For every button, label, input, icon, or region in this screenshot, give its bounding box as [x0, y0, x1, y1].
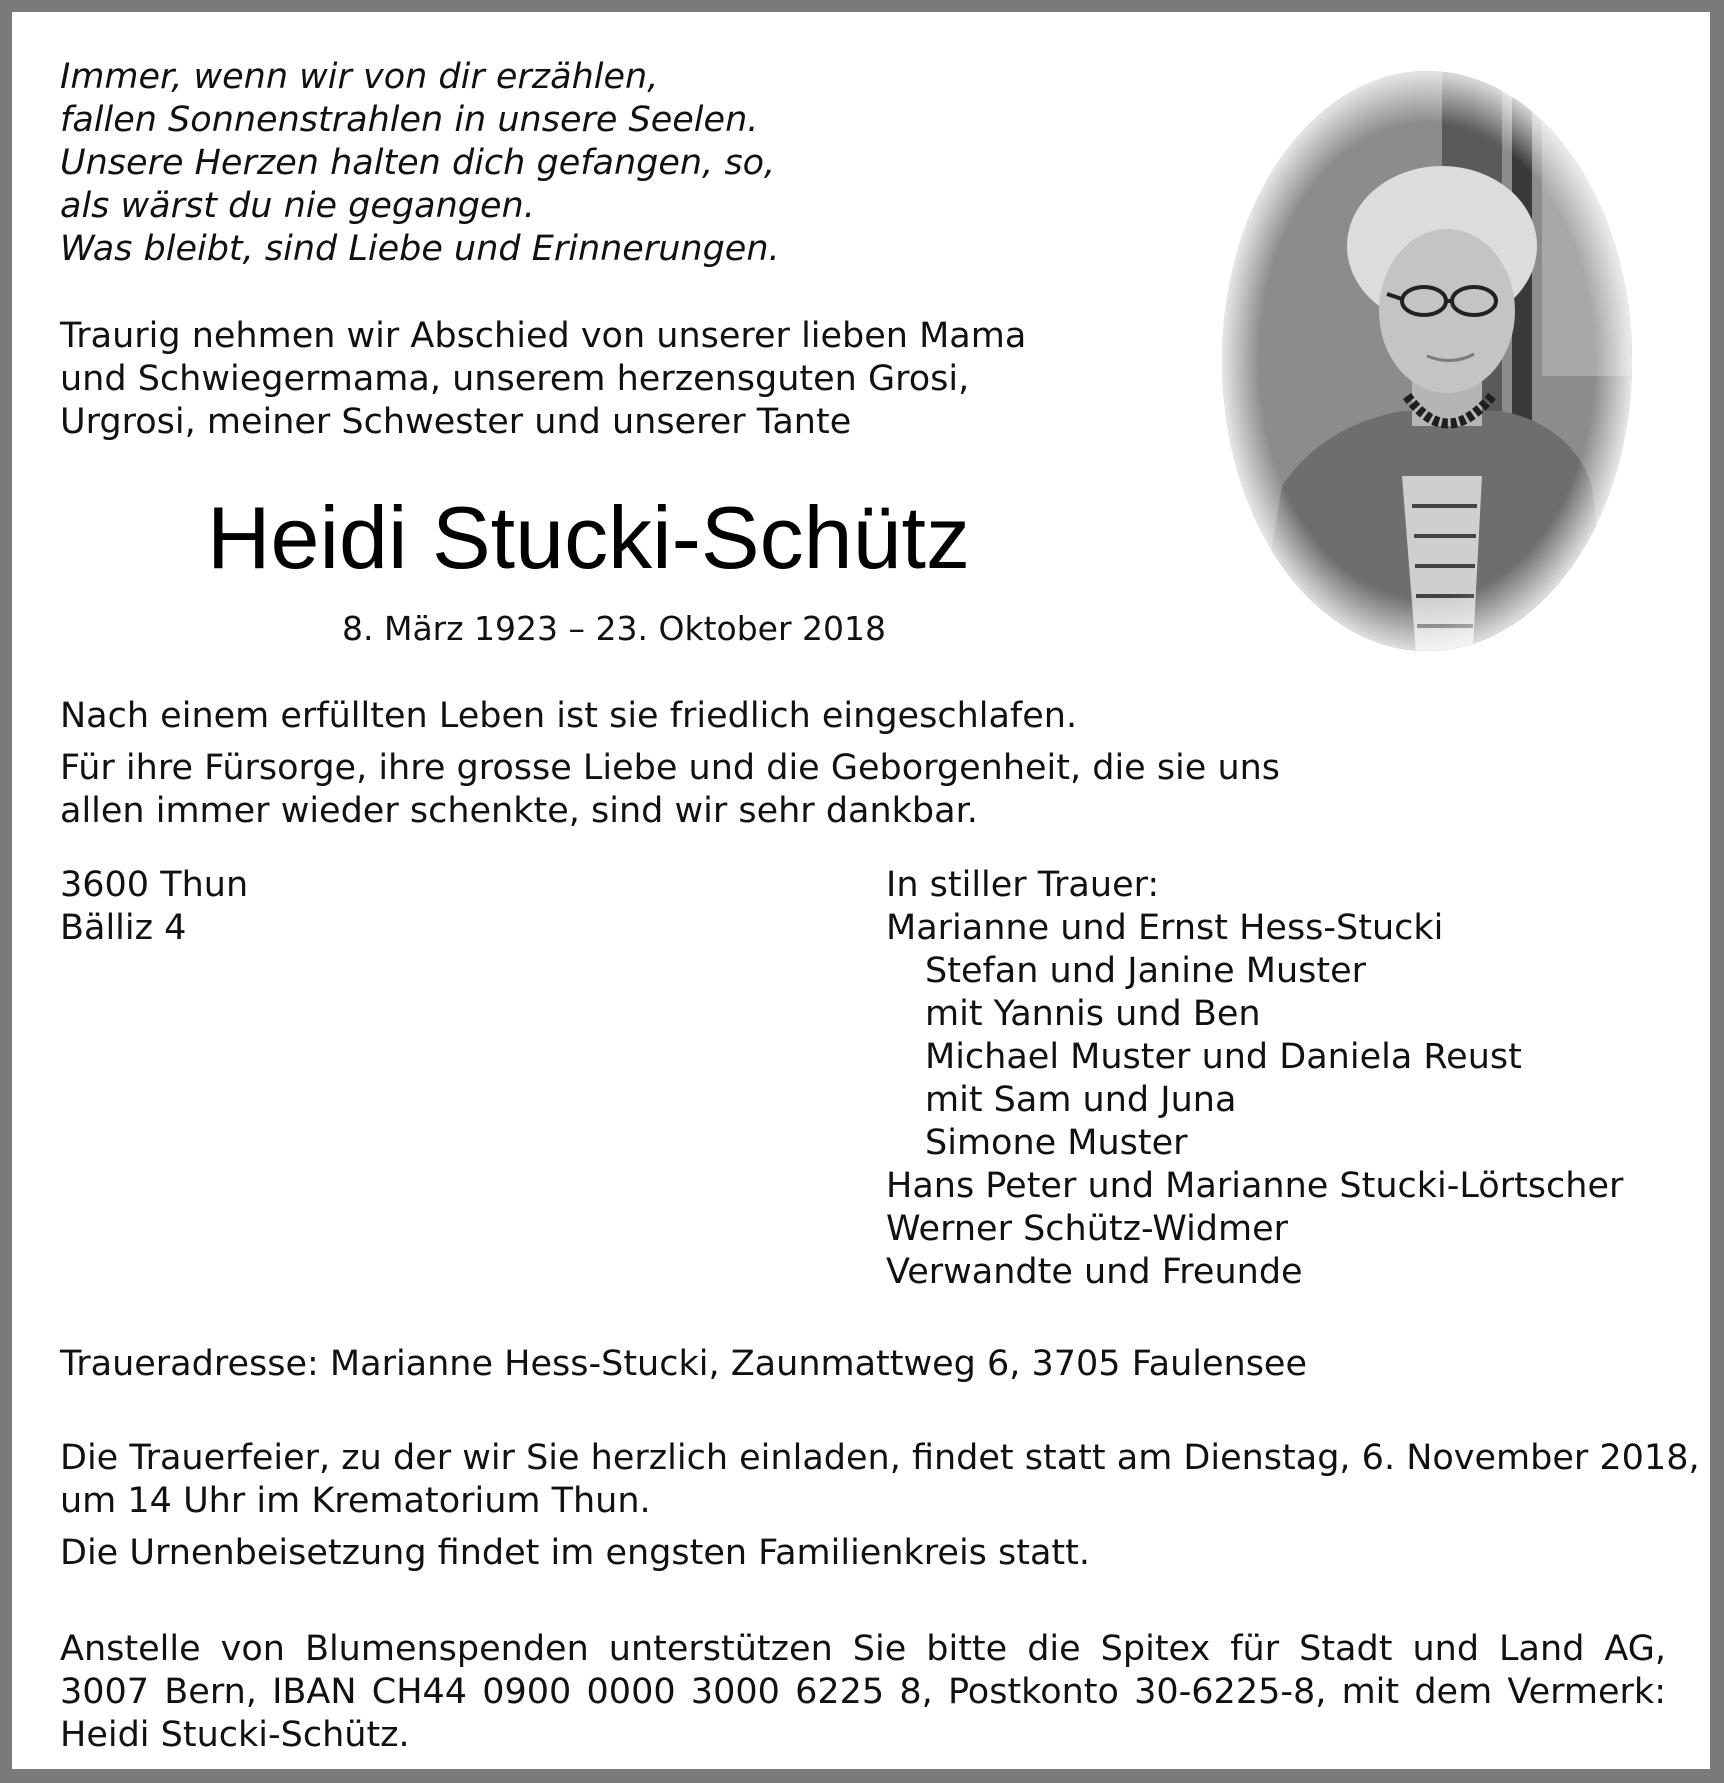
- mourner-entry: Marianne und Ernst Hess-Stucki: [886, 908, 1444, 948]
- address-street: Bälliz 4: [60, 908, 187, 948]
- mourner-entry: Simone Muster: [925, 1123, 1188, 1163]
- donation-info: [60, 1628, 1666, 1757]
- mourner-entry: Stefan und Janine Muster: [925, 951, 1367, 991]
- obituary-sheet: [12, 12, 1710, 1769]
- poem-line: Was bleibt, sind Liebe und Erinnerungen.: [60, 229, 780, 269]
- message-line: Nach einem erfüllten Leben ist sie friedlich eingeschlafen.: [60, 696, 1078, 736]
- service-line: um 14 Uhr im Krematorium Thun.: [60, 1481, 651, 1521]
- poem-line: Unsere Herzen halten dich gefangen, so,: [60, 143, 776, 183]
- mourner-entry: mit Yannis und Ben: [925, 994, 1261, 1034]
- service-line: Die Urnenbeisetzung findet im engsten Familienkreis statt.: [60, 1533, 1091, 1573]
- intro-line: Urgrosi, meiner Schwester und unserer Tante: [60, 402, 852, 442]
- service-line: Die Trauerfeier, zu der wir Sie herzlich einladen, findet statt am Dienstag, 6. November 2018,: [60, 1438, 1700, 1478]
- message-line: Für ihre Fürsorge, ihre grosse Liebe und die Geborgenheit, die sie uns: [60, 748, 1281, 788]
- service-info: [60, 1437, 1700, 1575]
- donation-line: Anstelle von Blumenspenden unterstützen Sie bitte die Spitex für Stadt und Land AG,: [60, 1629, 1666, 1669]
- mourners-list: [886, 864, 1623, 1294]
- poem-line: Immer, wenn wir von dir erzählen,: [60, 57, 659, 97]
- poem-line: fallen Sonnenstrahlen in unsere Seelen.: [60, 100, 759, 140]
- mourning-address: Traueradresse: Marianne Hess-Stucki, Zaunmattweg 6, 3705 Faulensee: [60, 1344, 1307, 1384]
- mourner-entry: mit Sam und Juna: [925, 1080, 1237, 1120]
- intro-text: [60, 315, 1026, 444]
- mourner-entry: Hans Peter und Marianne Stucki-Lörtscher: [886, 1166, 1624, 1206]
- donation-line: Heidi Stucki-Schütz.: [60, 1715, 410, 1755]
- deceased-name: Heidi Stucki-Schütz: [207, 488, 970, 587]
- intro-line: und Schwiegermama, unserem herzensguten Grosi,: [60, 359, 970, 399]
- message-line: allen immer wieder schenkte, sind wir sehr dankbar.: [60, 791, 978, 831]
- portrait-photo: [1212, 56, 1642, 666]
- poem-line: als wärst du nie gegangen.: [60, 186, 535, 226]
- address-city: 3600 Thun: [60, 865, 249, 905]
- closing-message: [60, 695, 1280, 833]
- mourner-entry: Verwandte und Freunde: [886, 1252, 1303, 1292]
- life-dates: 8. März 1923 – 23. Oktober 2018: [342, 609, 886, 648]
- mourner-entry: Werner Schütz-Widmer: [886, 1209, 1289, 1249]
- intro-line: Traurig nehmen wir Abschied von unserer lieben Mama: [60, 316, 1027, 356]
- home-address: [60, 864, 248, 950]
- mourner-entry: Michael Muster und Daniela Reust: [925, 1037, 1522, 1077]
- donation-line: 3007 Bern, IBAN CH44 0900 0000 3000 6225 8, Postkonto 30-6225-8, mit dem Vermerk:: [60, 1672, 1666, 1712]
- poem: [60, 56, 780, 271]
- mourners-heading: In stiller Trauer:: [886, 865, 1160, 905]
